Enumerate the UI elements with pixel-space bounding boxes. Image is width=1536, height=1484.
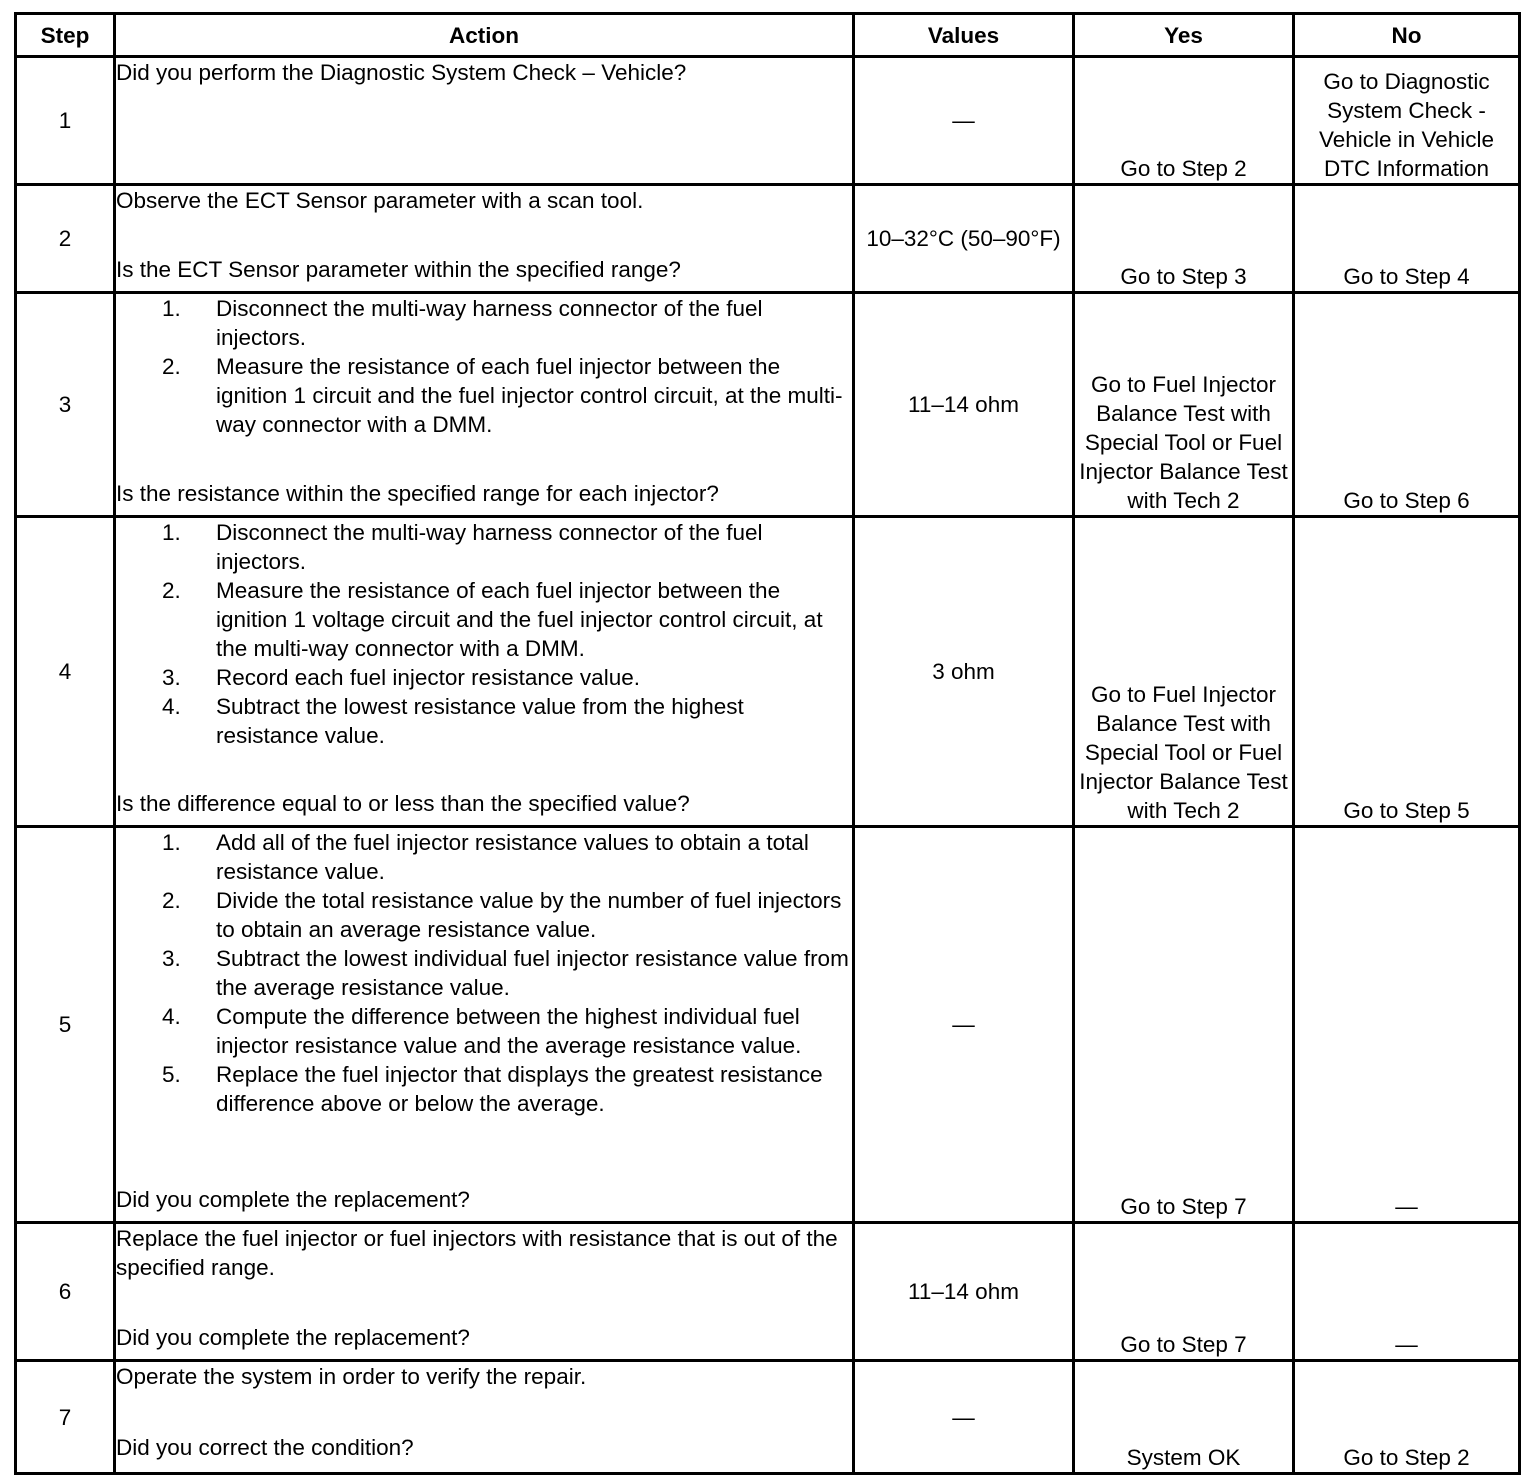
- procedure-list: [116, 518, 852, 750]
- action-question: Did you complete the replacement?: [116, 1187, 470, 1212]
- action-intro: Operate the system in order to verify the repair.: [116, 1364, 587, 1389]
- value-cell: 10–32°C (50–90°F): [855, 186, 1075, 294]
- list-item-text: Subtract the lowest resistance value from the highest resistance value.: [216, 694, 744, 748]
- step-number: 2: [17, 186, 116, 294]
- step-number: 3: [17, 294, 116, 518]
- action-question: Is the ECT Sensor parameter within the specified range?: [116, 257, 681, 282]
- action-question: Did you correct the condition?: [116, 1435, 414, 1460]
- yes-cell: Go to Step 7: [1075, 828, 1295, 1224]
- list-item: [116, 294, 852, 352]
- list-item-text: Compute the difference between the highest individual fuel injector resistance value and the average resistance value.: [216, 1004, 802, 1058]
- no-cell: Go to Step 2: [1343, 1445, 1470, 1470]
- list-item-text: Add all of the fuel injector resistance values to obtain a total resistance value.: [216, 830, 809, 884]
- list-item: [116, 576, 852, 663]
- no-cell: Go to Step 5: [1295, 518, 1518, 828]
- list-item-text: Disconnect the multi-way harness connector of the fuel injectors.: [216, 520, 763, 574]
- list-item-number: 2.: [162, 354, 181, 379]
- list-item-number: 1.: [162, 520, 181, 545]
- action-intro: Did you perform the Diagnostic System Check – Vehicle?: [116, 60, 687, 85]
- action-intro: Observe the ECT Sensor parameter with a scan tool.: [116, 188, 644, 213]
- yes-cell: System OK: [1075, 1362, 1295, 1472]
- table-row: [17, 828, 1518, 1224]
- action-cell: [116, 294, 855, 518]
- yes-cell: Go to Fuel Injector Balance Test with Special Tool or Fuel Injector Balance Test with Tech 2: [1075, 294, 1295, 518]
- list-item-text: Measure the resistance of each fuel injector between the ignition 1 circuit and the fuel injector control circuit, at the multi-way connector with a DMM.: [216, 354, 843, 437]
- value-cell: 11–14 ohm: [855, 294, 1075, 518]
- list-item: [116, 828, 852, 886]
- no-cell: Go to Diagnostic System Check - Vehicle in Vehicle DTC Information: [1295, 58, 1518, 186]
- list-item-number: 1.: [162, 296, 181, 321]
- procedure-list: [116, 294, 852, 439]
- action-cell: [116, 828, 855, 1224]
- list-item: [116, 1002, 852, 1060]
- list-item-text: Measure the resistance of each fuel injector between the ignition 1 voltage circuit and the fuel injector control circuit, at the multi-way connector with a DMM.: [216, 578, 823, 661]
- action-intro: Replace the fuel injector or fuel injectors with resistance that is out of the specified range.: [116, 1226, 838, 1280]
- action-cell: [116, 58, 855, 186]
- no-cell: Go to Step 4: [1295, 186, 1518, 294]
- yes-cell: Go to Fuel Injector Balance Test with Special Tool or Fuel Injector Balance Test with Tech 2: [1075, 518, 1295, 828]
- header-values: Values: [855, 15, 1075, 58]
- list-item-text: Divide the total resistance value by the number of fuel injectors to obtain an average resistance value.: [216, 888, 842, 942]
- list-item-number: 3.: [162, 665, 181, 690]
- list-item: [116, 886, 852, 944]
- list-item-number: 4.: [162, 1004, 181, 1029]
- step-number: 6: [17, 1224, 116, 1362]
- table-row: [17, 58, 1518, 186]
- no-cell: Go to Step 6: [1295, 294, 1518, 518]
- list-item-number: 3.: [162, 946, 181, 971]
- list-item: [116, 1060, 852, 1118]
- list-item: [116, 518, 852, 576]
- list-item-number: 2.: [162, 888, 181, 913]
- value-cell: 11–14 ohm: [855, 1224, 1075, 1362]
- procedure-list: [116, 828, 852, 1118]
- list-item-text: Record each fuel injector resistance value.: [216, 665, 640, 690]
- list-item: [116, 692, 852, 750]
- list-item: [116, 944, 852, 1002]
- step-number: 5: [17, 828, 116, 1224]
- header-yes: Yes: [1075, 15, 1295, 58]
- list-item-text: Replace the fuel injector that displays the greatest resistance difference above or below the average.: [216, 1062, 823, 1116]
- table-row: [17, 1224, 1518, 1362]
- header-step: Step: [17, 15, 116, 58]
- step-number: 1: [17, 58, 116, 186]
- value-cell: —: [855, 1362, 1075, 1472]
- action-question: Is the difference equal to or less than the specified value?: [116, 791, 690, 816]
- list-item-number: 2.: [162, 578, 181, 603]
- value-cell: —: [855, 58, 1075, 186]
- table-row: [17, 518, 1518, 828]
- table-row: [17, 186, 1518, 294]
- yes-cell: Go to Step 7: [1075, 1224, 1295, 1362]
- header-row: [17, 15, 1518, 58]
- action-cell: [116, 186, 855, 294]
- action-cell: [116, 518, 855, 828]
- list-item-number: 4.: [162, 694, 181, 719]
- value-cell: —: [855, 828, 1075, 1224]
- yes-cell: Go to Step 2: [1075, 58, 1295, 186]
- diagnostic-table: [14, 12, 1521, 1475]
- action-cell: [116, 1362, 855, 1472]
- header-action: Action: [116, 15, 855, 58]
- list-item-text: Disconnect the multi-way harness connector of the fuel injectors.: [216, 296, 763, 350]
- action-question: Did you complete the replacement?: [116, 1325, 470, 1350]
- list-item-number: 5.: [162, 1062, 181, 1087]
- list-item: [116, 663, 852, 692]
- table-body: [17, 58, 1518, 1472]
- list-item-text: Subtract the lowest individual fuel injector resistance value from the average resistance value.: [216, 946, 849, 1000]
- step-number: 4: [17, 518, 116, 828]
- list-item: [116, 352, 852, 439]
- value-cell: 3 ohm: [855, 518, 1075, 828]
- table-row: [17, 1362, 1518, 1472]
- yes-cell: Go to Step 3: [1075, 186, 1295, 294]
- no-cell: —: [1295, 828, 1518, 1224]
- header-no: No: [1295, 15, 1518, 58]
- no-cell: —: [1295, 1224, 1518, 1362]
- table-row: [17, 294, 1518, 518]
- action-cell: [116, 1224, 855, 1362]
- list-item-number: 1.: [162, 830, 181, 855]
- step-number: 7: [17, 1362, 116, 1472]
- action-question: Is the resistance within the specified range for each injector?: [116, 481, 719, 506]
